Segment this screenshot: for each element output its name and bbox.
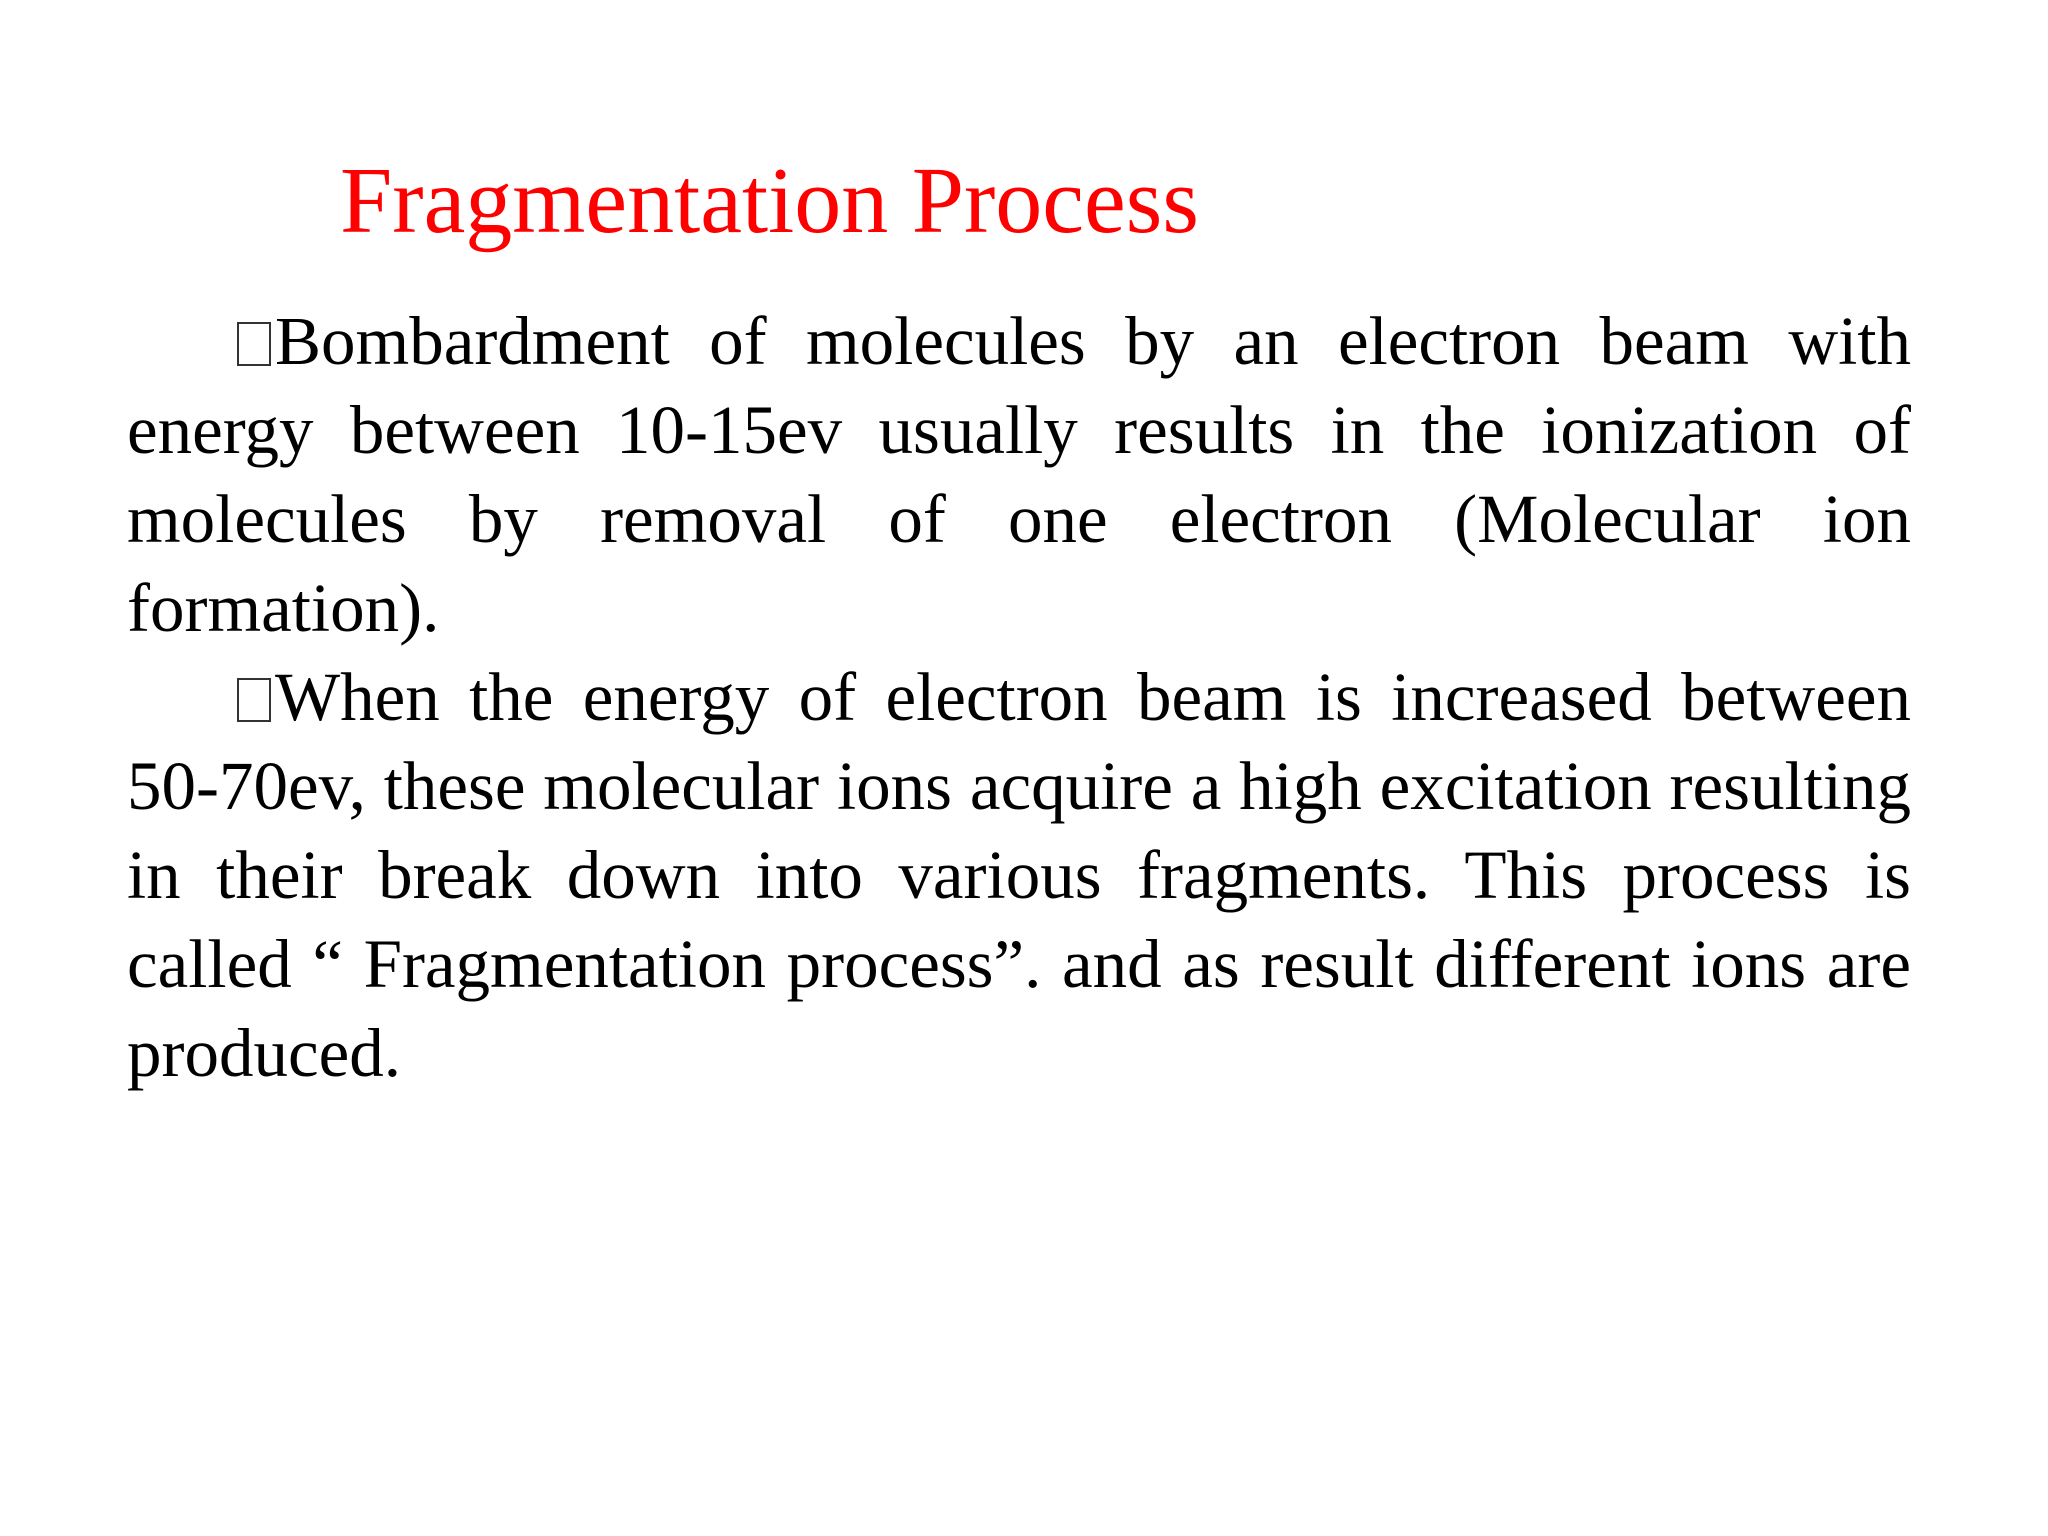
slide-title: Fragmentation Process — [340, 149, 1199, 253]
paragraph-fragmentation-text: When the energy of electron beam is increased between 50-70ev, these molecular ions acquire a high excitation resulting in their break down into various fragments. This process is called “ Fragmentation process”. and as result different ions are produced. — [127, 659, 1911, 1091]
slide-body — [127, 297, 1911, 1098]
square-bullet-icon — [237, 678, 271, 722]
paragraph-ionization-text: Bombardment of molecules by an electron beam with energy between 10-15ev usually results in the ionization of molecules by removal of one electron (Molecular ion formation). — [127, 303, 1911, 646]
paragraph-fragmentation — [127, 653, 1911, 1098]
paragraph-ionization — [127, 297, 1911, 653]
square-bullet-icon — [237, 322, 271, 366]
